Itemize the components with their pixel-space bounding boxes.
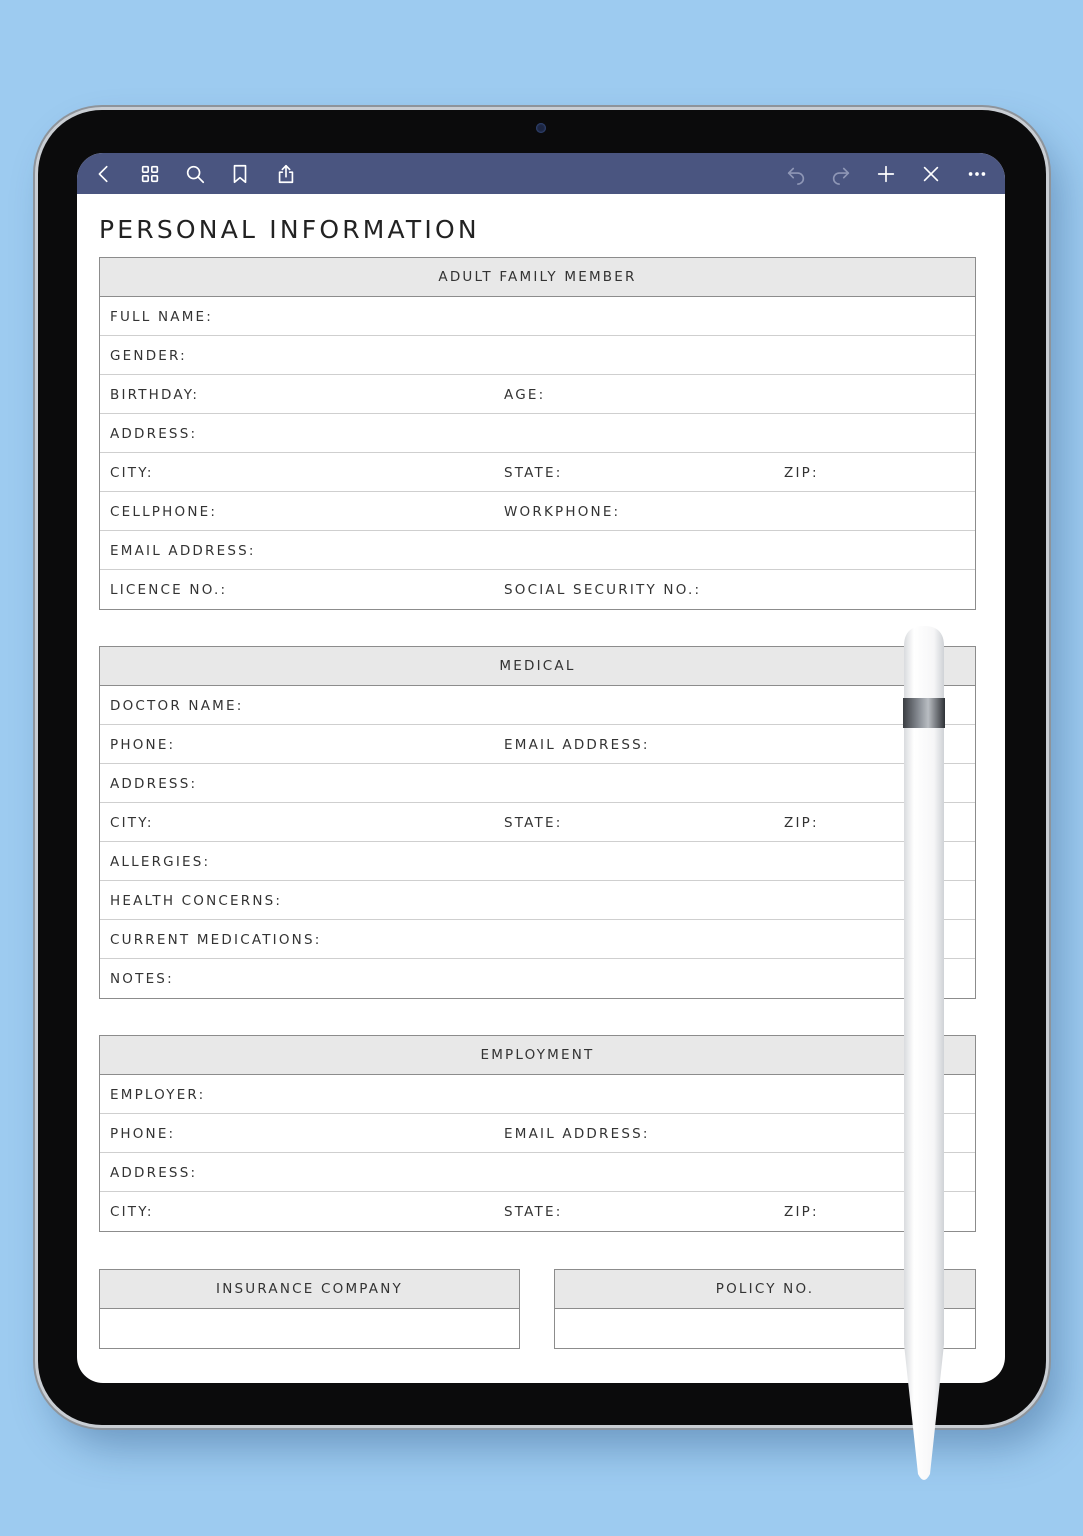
address-field[interactable] — [100, 414, 975, 453]
field-label: GENDER: — [110, 348, 187, 364]
field-label: CITY: — [110, 815, 154, 831]
field-label: NOTES: — [110, 971, 174, 987]
employment-section — [99, 1035, 976, 1232]
field-label: SOCIAL SECURITY NO.: — [504, 582, 702, 598]
email-field[interactable] — [100, 531, 975, 570]
more-icon[interactable] — [963, 160, 991, 188]
phone-email-field[interactable] — [100, 1114, 975, 1153]
field-label: CELLPHONE: — [110, 504, 218, 520]
field-label: CITY: — [110, 1204, 154, 1220]
add-icon[interactable] — [872, 160, 900, 188]
undo-icon[interactable] — [782, 160, 810, 188]
gender-field[interactable] — [100, 336, 975, 375]
address-field[interactable] — [100, 1153, 975, 1192]
licence-ssn-field[interactable] — [100, 570, 975, 609]
close-icon[interactable] — [917, 160, 945, 188]
medical-section — [99, 646, 976, 999]
field-label: ZIP: — [784, 815, 819, 831]
phone-email-field[interactable] — [100, 725, 975, 764]
field-label: FULL NAME: — [110, 309, 214, 325]
health-concerns-field[interactable] — [100, 881, 975, 920]
allergies-field[interactable] — [100, 842, 975, 881]
field-label: EMAIL ADDRESS: — [504, 1126, 650, 1142]
section-header: MEDICAL — [100, 647, 975, 686]
field-label: DOCTOR NAME: — [110, 698, 244, 714]
share-icon[interactable] — [272, 160, 300, 188]
section-header: POLICY NO. — [555, 1270, 975, 1309]
field-label: STATE: — [504, 465, 563, 481]
current-medications-field[interactable] — [100, 920, 975, 959]
field-label: EMAIL ADDRESS: — [110, 543, 256, 559]
section-header: ADULT FAMILY MEMBER — [100, 258, 975, 297]
full-name-field[interactable] — [100, 297, 975, 336]
field-label: CURRENT MEDICATIONS: — [110, 932, 322, 948]
field-label: EMPLOYER: — [110, 1087, 206, 1103]
doctor-name-field[interactable] — [100, 686, 975, 725]
insurance-company-section — [99, 1269, 520, 1349]
camera-icon — [536, 123, 546, 133]
field-label: PHONE: — [110, 1126, 176, 1142]
field-label: ZIP: — [784, 465, 819, 481]
birthday-age-field[interactable] — [100, 375, 975, 414]
field-label: ADDRESS: — [110, 776, 198, 792]
city-state-zip-field[interactable] — [100, 803, 975, 842]
redo-icon[interactable] — [827, 160, 855, 188]
field-label: BIRTHDAY: — [110, 387, 200, 403]
screen — [77, 153, 1005, 1383]
page-title: PERSONAL INFORMATION — [99, 215, 480, 244]
field-label: AGE: — [504, 387, 546, 403]
field-label: STATE: — [504, 1204, 563, 1220]
adult-family-member-section — [99, 257, 976, 610]
section-header: EMPLOYMENT — [100, 1036, 975, 1075]
notes-field[interactable] — [100, 959, 975, 998]
stylus-pencil — [902, 624, 946, 1486]
field-label: HEALTH CONCERNS: — [110, 893, 283, 909]
search-icon[interactable] — [181, 160, 209, 188]
section-header: INSURANCE COMPANY — [100, 1270, 519, 1309]
employer-field[interactable] — [100, 1075, 975, 1114]
field-label: ALLERGIES: — [110, 854, 211, 870]
field-label: WORKPHONE: — [504, 504, 621, 520]
field-label: ADDRESS: — [110, 426, 198, 442]
toolbar — [77, 153, 1005, 194]
grid-icon[interactable] — [136, 160, 164, 188]
field-label: STATE: — [504, 815, 563, 831]
bookmark-icon[interactable] — [226, 160, 254, 188]
address-field[interactable] — [100, 764, 975, 803]
field-label: LICENCE NO.: — [110, 582, 228, 598]
back-icon[interactable] — [90, 160, 118, 188]
field-label: ZIP: — [784, 1204, 819, 1220]
field-label: PHONE: — [110, 737, 176, 753]
insurance-company-field[interactable] — [100, 1309, 519, 1348]
field-label: ADDRESS: — [110, 1165, 198, 1181]
city-state-zip-field[interactable] — [100, 1192, 975, 1231]
phones-field[interactable] — [100, 492, 975, 531]
field-label: EMAIL ADDRESS: — [504, 737, 650, 753]
field-label: CITY: — [110, 465, 154, 481]
city-state-zip-field[interactable] — [100, 453, 975, 492]
